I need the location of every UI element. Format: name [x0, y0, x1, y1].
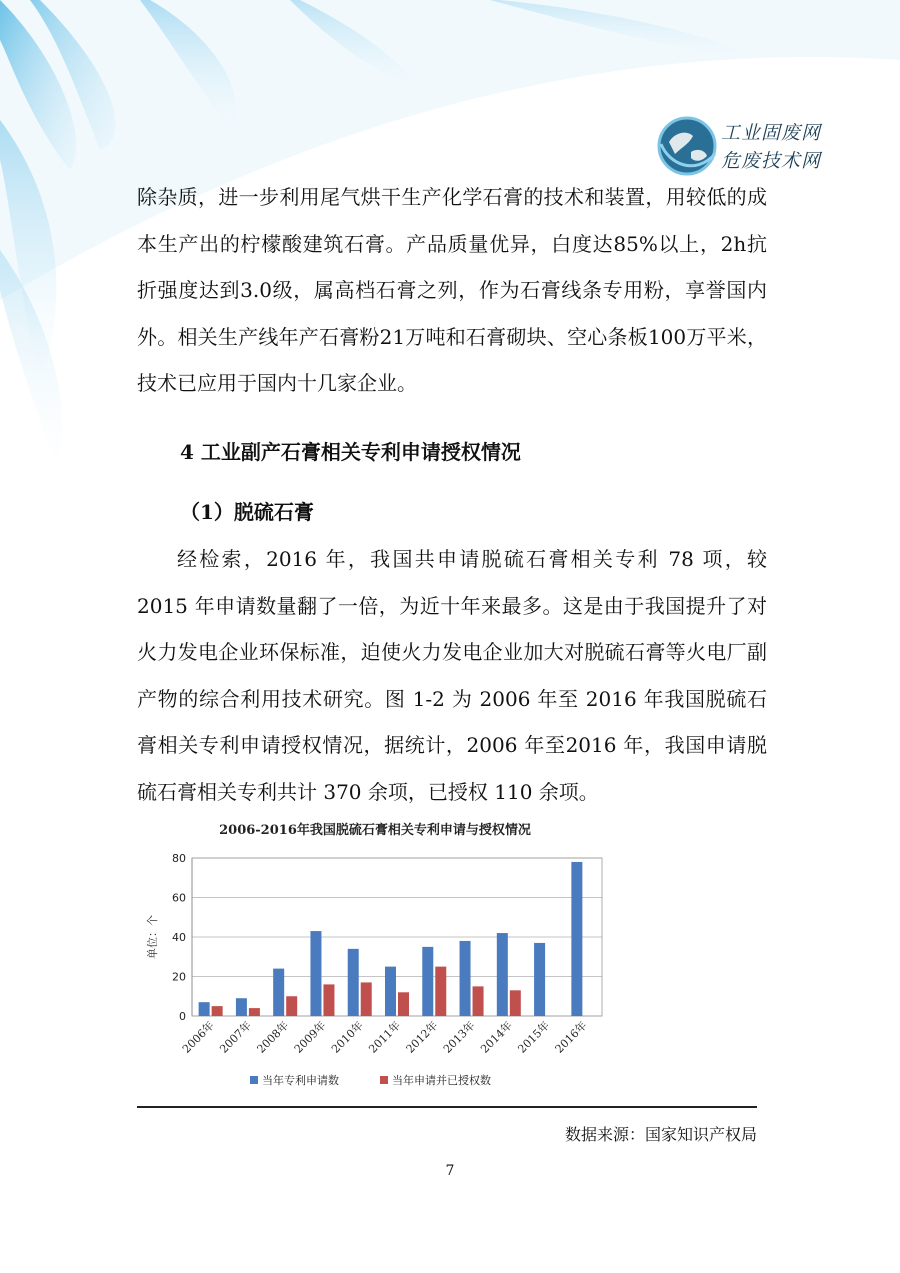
chart-title: 2006-2016年我国脱硫石膏相关专利申请与授权情况 [219, 823, 531, 838]
patent-bar-chart [140, 812, 610, 1102]
x-tick-label: 2014年 [478, 1018, 515, 1056]
y-tick-label: 80 [172, 852, 186, 865]
bar-granted-2013年 [473, 986, 484, 1016]
bar-granted-2009年 [323, 984, 334, 1016]
legend-label: 当年专利申请数 [262, 1074, 339, 1087]
divider-line [137, 1106, 757, 1108]
x-tick-label: 2009年 [291, 1018, 329, 1056]
bar-applications-2013年 [460, 941, 471, 1016]
x-tick-label: 2006年 [179, 1018, 217, 1056]
bar-applications-2015年 [534, 943, 545, 1016]
x-tick-label: 2011年 [366, 1018, 404, 1056]
y-tick-label: 20 [172, 970, 186, 984]
bar-granted-2007年 [249, 1008, 260, 1016]
bar-granted-2012年 [435, 967, 446, 1016]
x-tick-label: 2007年 [217, 1018, 255, 1056]
intro-paragraph: 除杂质，进一步利用尾气烘干生产化学石膏的技术和装置，用较低的成本生产出的柠檬酸建筑石膏。产品质量优异，白度达85%以上，2h抗折强度达到3.0级，属高档石膏之列，作为石膏线条专用粉，享誉国内外。相关生产线年产石膏粉21万吨和石膏砌块、空心条板100万平米，技术已应用于国内十几家企业。 [137, 185, 767, 395]
x-tick-label: 2013年 [440, 1018, 478, 1056]
bar-granted-2014年 [510, 990, 521, 1016]
y-tick-label: 60 [172, 891, 186, 905]
y-tick-label: 0 [179, 1010, 186, 1023]
logo-line-2: 危废技术网 [721, 150, 822, 172]
legend-swatch [380, 1076, 388, 1084]
bar-granted-2008年 [286, 996, 297, 1016]
x-tick-label: 2016年 [552, 1018, 590, 1056]
x-tick-label: 2012年 [403, 1018, 441, 1056]
bar-applications-2016年 [571, 862, 582, 1016]
bar-granted-2006年 [212, 1006, 223, 1016]
section-heading: 4 工业副产石膏相关专利申请授权情况 [180, 440, 521, 464]
page-number: 7 [445, 1163, 455, 1179]
legend-label: 当年申请并已授权数 [392, 1074, 491, 1087]
bar-applications-2011年 [385, 967, 396, 1016]
bar-applications-2008年 [273, 969, 284, 1016]
bar-applications-2012年 [422, 947, 433, 1016]
x-tick-label: 2008年 [254, 1018, 292, 1056]
y-axis-label: 单位：个 [146, 915, 159, 959]
data-source: 数据来源：国家知识产权局 [564, 1125, 757, 1144]
bar-granted-2010年 [361, 982, 372, 1016]
logo-line-1: 工业固废网 [721, 122, 822, 144]
legend-swatch [250, 1076, 258, 1084]
subsection-heading: （1）脱硫石膏 [180, 500, 314, 524]
bar-applications-2014年 [497, 933, 508, 1016]
bar-applications-2007年 [236, 998, 247, 1016]
globe-icon [655, 114, 719, 178]
y-tick-label: 40 [172, 931, 186, 944]
x-tick-label: 2010年 [329, 1018, 366, 1056]
x-tick-label: 2015年 [515, 1018, 553, 1056]
bar-applications-2009年 [310, 931, 321, 1016]
bar-applications-2006年 [199, 1002, 210, 1016]
main-paragraph: 经检索，2016 年，我国共申请脱硫石膏相关专利 78 项，较 2015 年申请数量翻了一倍，为近十年来最多。这是由于我国提升了对火力发电企业环保标准，迫使火力发电企业加大对脱硫石膏等火电厂副产物的综合利用技术研究。图 1-2 为 2006 年至 2016 年我国脱硫石膏相关专利申请授权情况，据统计，2006 年至2016 年，我国申请脱硫石膏相关专利共计 370 余项，已授权 110 余项。 [137, 547, 767, 804]
bar-granted-2011年 [398, 992, 409, 1016]
bar-applications-2010年 [348, 949, 359, 1016]
